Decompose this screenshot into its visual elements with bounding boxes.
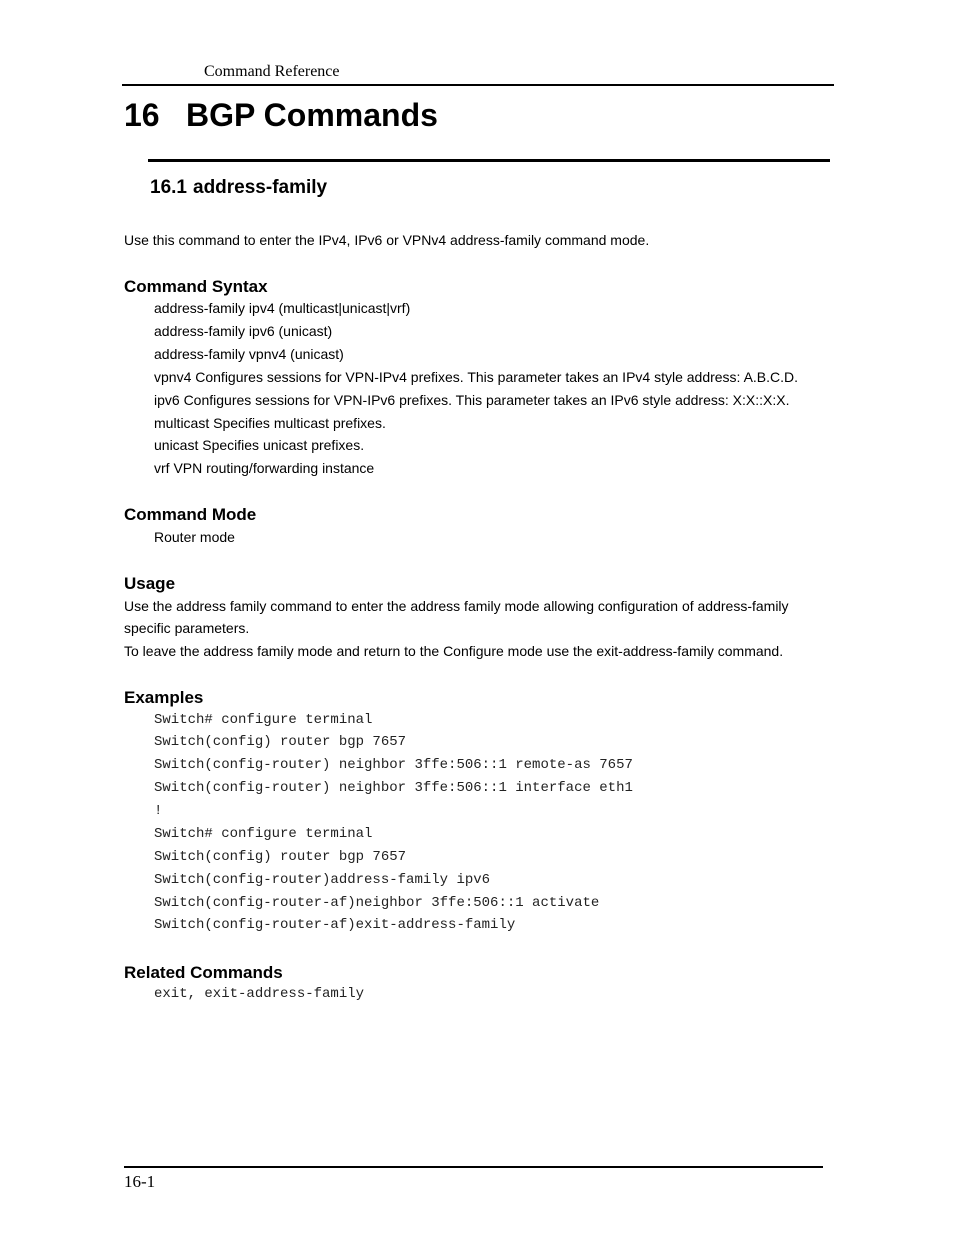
usage-line: specific parameters. (124, 620, 250, 636)
usage-line: Use the address family command to enter the address family mode allowing configuration of address-family (124, 598, 789, 614)
usage-line: To leave the address family mode and return to the Configure mode use the exit-address-family command. (124, 643, 784, 659)
chapter-rule (148, 159, 830, 162)
example-code-line: Switch(config) router bgp 7657 (154, 734, 407, 750)
example-code-line: Switch# configure terminal (154, 712, 373, 728)
header-rule (122, 84, 834, 86)
section-number: 16.1 (150, 177, 187, 198)
intro-text: Use this command to enter the IPv4, IPv6 or VPNv4 address-family command mode. (124, 232, 650, 248)
chapter-number: 16 (124, 97, 160, 133)
mode-heading: Command Mode (124, 505, 257, 524)
syntax-line: ipv6 Configures sessions for VPN-IPv6 prefixes. This parameter takes an IPv6 style address: X:X::X:X. (154, 392, 790, 408)
syntax-line: address-family ipv4 (multicast|unicast|vrf) (154, 300, 411, 316)
example-code-line: Switch(config-router-af)neighbor 3ffe:506::1 activate (154, 895, 600, 911)
running-header: Command Reference (204, 63, 340, 80)
page-number: 16-1 (124, 1172, 156, 1191)
example-code-line: Switch(config-router-af)exit-address-family (154, 917, 516, 933)
syntax-line: vrf VPN routing/forwarding instance (154, 460, 375, 476)
chapter-title-text: BGP Commands (186, 97, 438, 133)
footer-rule (124, 1166, 823, 1168)
syntax-line: vpnv4 Configures sessions for VPN-IPv4 prefixes. This parameter takes an IPv4 style address: A.B.C.D. (154, 369, 799, 385)
example-code-line: Switch# configure terminal (154, 826, 373, 842)
section-title (150, 177, 327, 199)
example-code-line: Switch(config-router) neighbor 3ffe:506::1 remote-as 7657 (154, 757, 633, 773)
example-code-line: ! (154, 803, 163, 819)
example-code-line: Switch(config-router)address-family ipv6 (154, 872, 491, 888)
syntax-line: unicast Specifies unicast prefixes. (154, 437, 365, 453)
syntax-heading: Command Syntax (124, 277, 268, 296)
syntax-line: address-family ipv6 (unicast) (154, 323, 333, 339)
related-commands: exit, exit-address-family (154, 986, 365, 1002)
usage-heading: Usage (124, 574, 176, 593)
syntax-line: multicast Specifies multicast prefixes. (154, 415, 386, 431)
related-heading: Related Commands (124, 963, 283, 982)
section-title-text: address-family (193, 177, 328, 198)
examples-heading: Examples (124, 688, 204, 707)
example-code-line: Switch(config-router) neighbor 3ffe:506::1 interface eth1 (154, 780, 633, 796)
example-code-line: Switch(config) router bgp 7657 (154, 849, 407, 865)
chapter-title (124, 97, 438, 134)
mode-text: Router mode (154, 529, 235, 545)
syntax-line: address-family vpnv4 (unicast) (154, 346, 344, 362)
